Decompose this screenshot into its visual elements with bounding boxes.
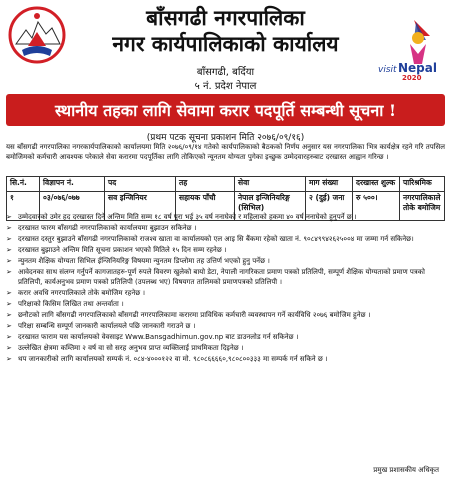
col-header: सेवा	[235, 177, 306, 192]
list-item: ➢ दरखास्त दस्तुर बुझाउने बाँसगढी नगरपालिकाको राजश्व खाता वा कार्यालयको एल आइ सि बैंकमा रहेको खाता नं. ९०८४९९४२६२५००४ मा जम्मा गर्न सकिनेछ।	[6, 234, 445, 244]
col-header: विज्ञापन नं.	[40, 177, 105, 192]
table-cell: रु ५००।	[353, 192, 400, 221]
list-item: ➢ परिक्षा सम्बन्धि सम्पूर्ण जानकारी कार्यालयले पछि जानकारी गराउने छ ।	[6, 321, 445, 331]
list-item: ➢ न्युनतम शैक्षिक योग्यता सिभिल ईन्जिनियरिङ्ग विषयमा न्युनतम डिप्लोमा तह उत्तिर्ण भएको हुनु पर्नेछ ।	[6, 256, 445, 266]
list-item: ➢ परिक्षाको किसिम लिखित तथा अन्तर्वाता ।	[6, 299, 445, 309]
table-cell: सहायक पाँचौ	[176, 192, 235, 221]
table-cell: १	[7, 192, 40, 221]
list-item: ➢ करार अवधि नगरपालिकाले तोके बमोजिम रहनेछ ।	[6, 288, 445, 298]
intro-paragraph: यस बाँसगढी नगरपालिका नगरकार्यपालिकाको कार्यालयमा मिति २०७६/०९/१४ गतेको कार्यपालिकाको बैठकको निर्णय अनुसार यस नगरपालिका भित्र कार्यक्षेत्र रहने गरि तपसिल बमोजिमको कर्मचारी आवश्यक परेकाले सेवा करारमा पदपूर्तिका लागि तोकिएको न्यूनतम योग्यता पुगेका इच्छुक उम्मेदवारहरुबाट दरखास्त आह्वान गरिन्छ ।	[6, 143, 445, 161]
table-header-row	[7, 177, 445, 192]
office-name: नगर कार्यपालिकाको कार्यालय	[112, 31, 339, 56]
table-cell: सव इन्जिनियर	[105, 192, 176, 221]
table-cell: नेपाल इन्जिनियरिङ्ग (सिभिल)	[235, 192, 306, 221]
table-cell: २ (दुई) जना	[306, 192, 353, 221]
col-header: पारिश्रमिक	[400, 177, 445, 192]
col-header: माग संख्या	[306, 177, 353, 192]
table-cell: नगरपालिकाले तोके बमोजिम	[400, 192, 445, 221]
conditions-list	[6, 212, 445, 365]
list-item: ➢ दरखास्त बुझाउने अन्तिम मिति सूचना प्रकाशन भएको मितिले १५ दिन सम्म रहनेछ ।	[6, 245, 445, 255]
notice-title: स्थानीय तहका लागि सेवामा करार पदपूर्ति सम्बन्धी सूचना !	[55, 101, 396, 120]
list-item: ➢ उम्मेदवारको उमेर हद दरखास्त दिने अन्तिम मिति सम्म १८ वर्ष पुरा भई ३५ वर्ष ननाघेको र महिलाको हकमा ४० वर्ष ननाघेको हुनुपर्ने छ ।	[6, 212, 445, 222]
col-header: दरखास्त शुल्क	[353, 177, 400, 192]
svg-text:Nepal: Nepal	[398, 61, 437, 75]
table-cell: ०३/०७६/०७७	[40, 192, 105, 221]
visit-nepal-2020-logo-icon	[376, 18, 444, 82]
province-name: ५ नं. प्रदेश नेपाल	[194, 81, 257, 92]
list-item: ➢ दरखास्त फाराम यस कार्यालयको वेवसाइट Www.Bansgadhimun.gov.np बाट डाउनलोड गर्न सकिनेछ ।	[6, 332, 445, 342]
list-item: ➢ उल्लेखित क्षेत्रमा कम्तिमा २ वर्ष वा सो सरह अनुभव प्राप्त व्यक्तिलाई प्राथमिकता दिइनेछ ।	[6, 343, 445, 353]
letterhead	[0, 0, 451, 92]
signature-title: प्रमुख प्रशासकीय अधिकृत	[373, 466, 439, 474]
publication-date: (प्रथम पटक सूचना प्रकाशन मिति २०७६/०९/१६)	[146, 133, 305, 143]
col-header: तह	[176, 177, 235, 192]
list-item: ➢ आवेदनका साथ संलग्न गर्नुपर्ने कागजातहरु-पूर्ण रुपले विवरण खुलेको बायो डेटा, नेपाली नागरिकता प्रमाण पत्रको प्रतिलिपी, सम्पूर्ण शैक्षिक योग्यताको प्रमाण पत्रको प्रतिलिपी, कार्यअनुभव प्रमाण पत्रको प्रतिलिपी (उपलब्ध भए) विषयगत तालिमको प्रमाणपत्रको प्रतिलिपी ।	[6, 267, 445, 287]
list-item: ➢ दरखास्त फारम बाँसगढी नगरपालिकाको कार्यालयमा बुझाउन सकिनेछ ।	[6, 223, 445, 233]
list-item: ➢ छनौटको लागि बाँसगढी नगरपालिकाको बाँसगढी नगरपालिकामा करारमा प्राविधिक कर्मचारी व्यवस्थापन गर्ने कार्यविधि २०७६ बमोजिम हुनेछ ।	[6, 310, 445, 320]
office-address: बाँसगढी, बर्दिया	[196, 67, 255, 78]
notice-title-banner	[6, 94, 445, 126]
municipality-name: बाँसगढी नगरपालिका	[146, 5, 305, 30]
col-header: सि.नं.	[7, 177, 40, 192]
list-item: ➢ थप जानकारीको लागि कार्यालयको सम्पर्क नं. ०८४-४०००१२२ वा मो. ९८०८६६६६०,९८०८००३३३ मा सम्पर्क गर्न सकिने छ ।	[6, 354, 445, 364]
svg-text:2020: 2020	[402, 74, 422, 82]
col-header: पद	[105, 177, 176, 192]
svg-text:visit: visit	[378, 65, 397, 75]
